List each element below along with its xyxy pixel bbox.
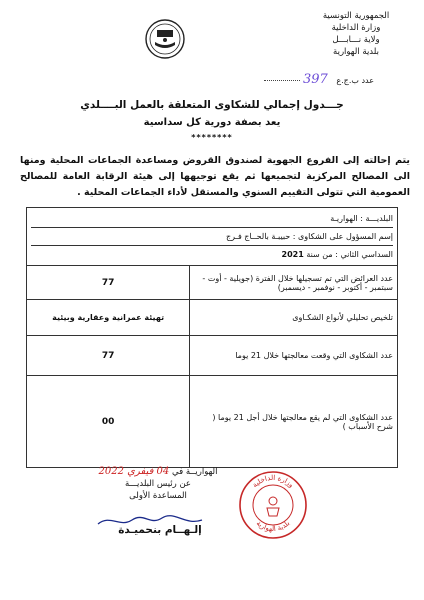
row-label: عدد العرائض التي تم تسجيلها خلال الفترة (جويلية - أوت - سبتمبر - أكتوبر - نوفمبر - ديسمبر) <box>190 266 398 300</box>
reference-handwritten-number: 397 <box>302 72 328 87</box>
semester-line <box>31 246 393 263</box>
row-label: تلخيص تحليلي لأنواع الشكـاوى <box>190 300 398 336</box>
semester-value: الثاني <box>340 250 359 259</box>
intro-paragraph: يتم إحالته إلى الفروع الجهوية لصندوق القروض ومساعدة الجماعات المحلية ومنها الى المصالح المركزية لتجميعها ثم يقع توجيهها إلى هيئة الرقابة العامة للمصالح العمومية التي تتولى التقييم السنوي والمستقل لأداء الجماعات المحلية . <box>20 155 410 198</box>
letterhead-line: الجمهورية التونسية <box>322 11 390 21</box>
table-row <box>27 336 398 376</box>
municipality-value: الهواريـة <box>330 214 358 223</box>
letterhead <box>296 10 416 58</box>
municipal-emblem-icon <box>145 18 185 60</box>
place-label: الهواريــة في <box>171 467 218 477</box>
letterhead-line: ولاية نـــابـــل <box>332 35 380 45</box>
row-value: 00 <box>27 376 190 468</box>
municipality-line <box>31 210 393 228</box>
row-value: 77 <box>27 266 190 300</box>
responsible-label: إسم المسؤول على الشكاوى : <box>292 232 393 241</box>
handwritten-date: 04 فيفري 2022 <box>98 466 170 477</box>
municipality-label: البلديـــة : <box>360 214 393 223</box>
reference-number <box>264 72 374 87</box>
responsible-value: حبيبـة بالحــاج فـرج <box>226 232 291 241</box>
municipal-stamp-icon <box>238 470 308 540</box>
complaints-table <box>26 207 398 468</box>
table-row-header-info <box>27 208 398 266</box>
table-row <box>27 266 398 300</box>
table-row <box>27 300 398 336</box>
info-cell <box>27 208 398 266</box>
reference-label: عدد ب.ج.ع <box>336 76 374 85</box>
signature-block <box>88 466 228 502</box>
role-label: المساعدة الأولى <box>129 491 187 501</box>
stamp-top-text: وزارة الداخلية <box>250 473 296 490</box>
signatory-name: إلـهــام بنحميـدة <box>118 524 202 536</box>
document-title: جـــدول إجمالي للشكاوى المتعلقة بالعمل البــــلدي <box>80 99 344 111</box>
svg-text:بلدية الهوارية <box>255 519 292 533</box>
year-label: : من سنة <box>306 250 338 259</box>
letterhead-line: بلدية الهوارية <box>333 47 379 57</box>
table-row <box>27 376 398 468</box>
row-value: تهيئة عمرانية وعقارية وبيئية <box>27 300 190 336</box>
date-line <box>88 466 228 478</box>
letterhead-line: وزارة الداخلية <box>331 23 381 33</box>
row-label: عدد الشكاوى التي وقعت معالجتها خلال 21 يوما <box>190 336 398 376</box>
decorative-stars: ******** <box>191 133 233 142</box>
year-value: 2021 <box>281 250 304 259</box>
semester-label: السداسي <box>361 250 393 259</box>
responsible-line <box>31 228 393 246</box>
stamp-bottom-text: بلدية الهوارية <box>254 519 292 534</box>
document-subtitle: يعد بصفة دورية كل سداسية <box>143 117 281 128</box>
reference-dotted-line <box>264 80 300 81</box>
row-label: عدد الشكاوى التي لم يقع معالجتها خلال أجل 21 يوما ( شرح الأسباب ) <box>190 376 398 468</box>
for-president-label: عن رئيس البلديـــة <box>124 479 191 489</box>
row-value: 77 <box>27 336 190 376</box>
